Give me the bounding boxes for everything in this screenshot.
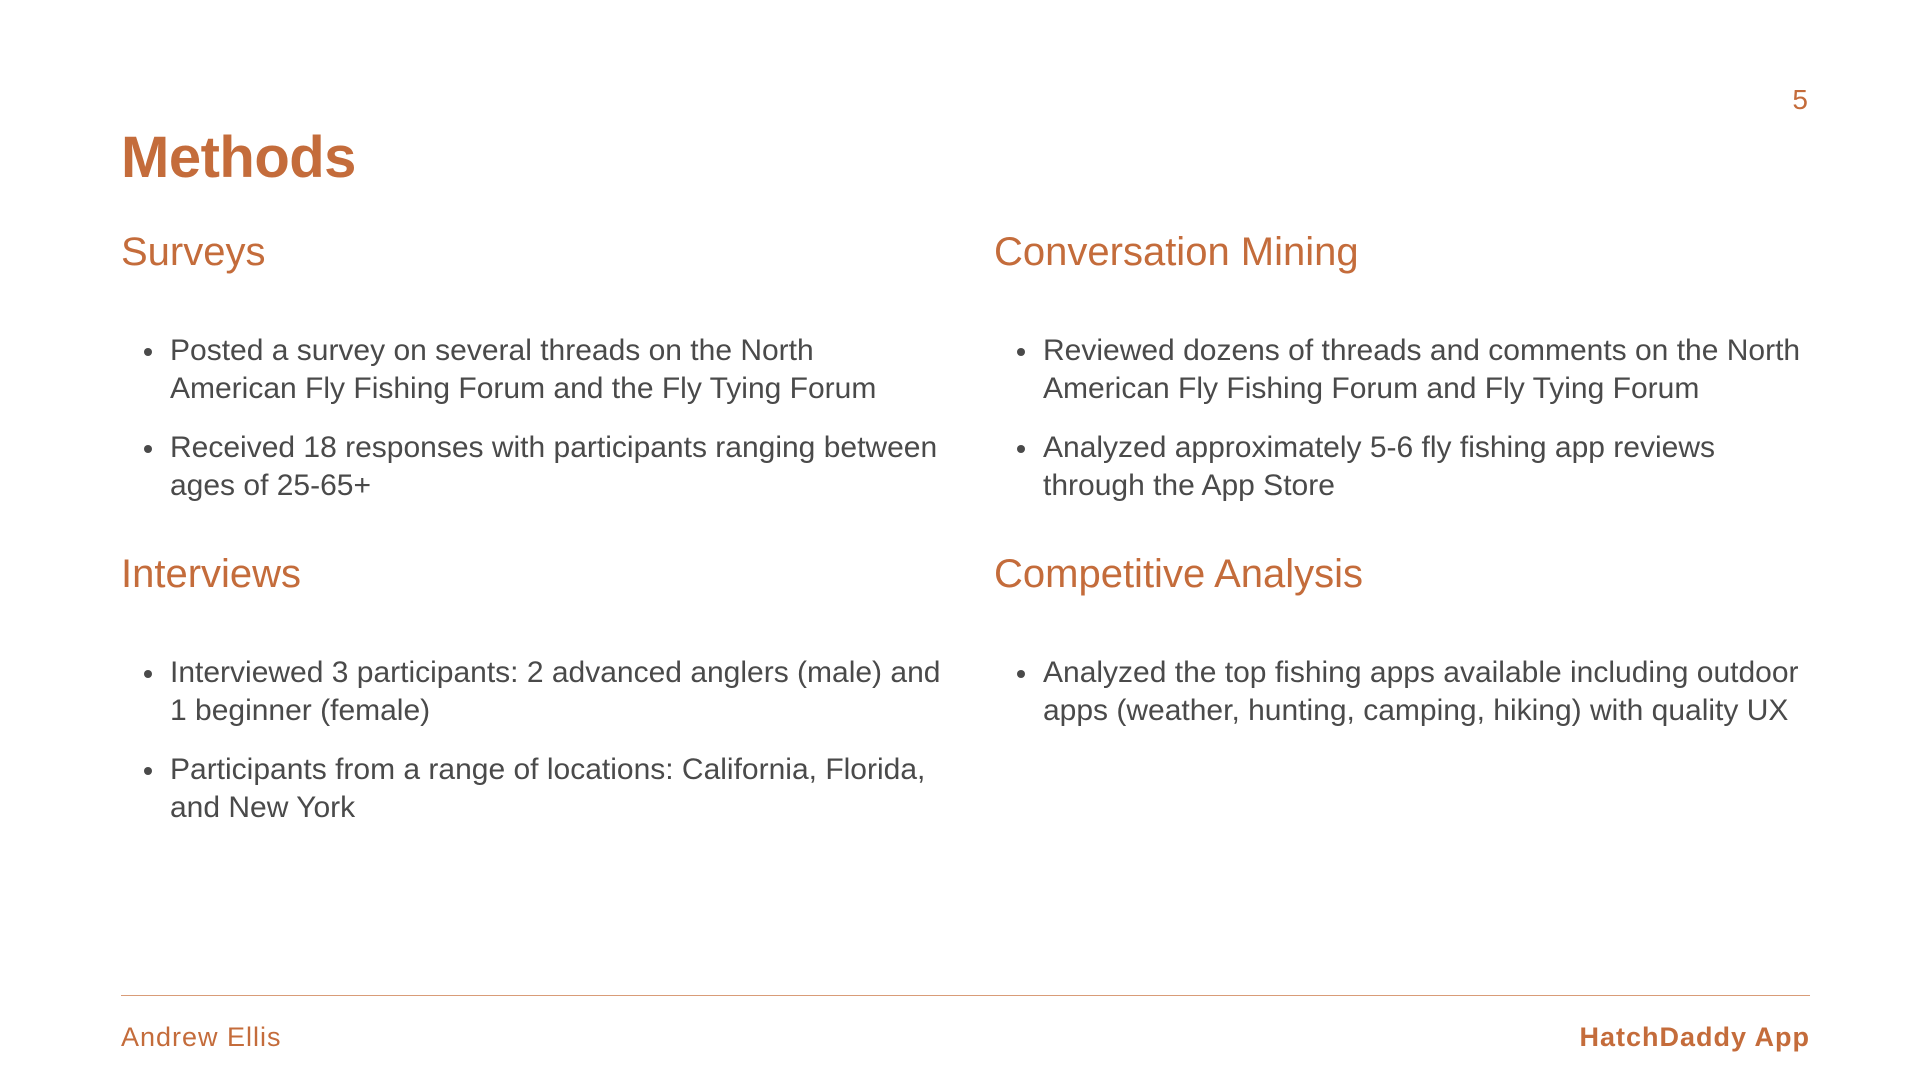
- footer-divider: [121, 995, 1810, 996]
- section-heading-interviews: Interviews: [121, 552, 302, 596]
- bullet-item: Analyzed approximately 5-6 fly fishing app reviews through the App Store: [1043, 429, 1814, 505]
- footer-app-name: HatchDaddy App: [1579, 1022, 1810, 1052]
- section-heading-conversation-mining: Conversation Mining: [994, 230, 1359, 274]
- bullet-list-competitive-analysis: [994, 654, 1814, 730]
- footer-author: Andrew Ellis: [121, 1022, 282, 1052]
- page-number: 5: [1792, 84, 1808, 115]
- section-heading-competitive-analysis: Competitive Analysis: [994, 552, 1364, 596]
- section-conversation-mining: [994, 228, 1814, 526]
- section-interviews: [121, 550, 941, 848]
- bullet-list-surveys: [121, 332, 941, 505]
- bullet-item: Participants from a range of locations: California, Florida, and New York: [170, 751, 941, 827]
- section-surveys: [121, 228, 941, 526]
- bullet-list-conversation-mining: [994, 332, 1814, 505]
- bullet-item: Interviewed 3 participants: 2 advanced anglers (male) and 1 beginner (female): [170, 654, 941, 730]
- bullet-list-interviews: [121, 654, 941, 827]
- bullet-item: Posted a survey on several threads on the North American Fly Fishing Forum and the Fly Tying Forum: [170, 332, 941, 408]
- section-competitive-analysis: [994, 550, 1814, 751]
- bullet-item: Reviewed dozens of threads and comments on the North American Fly Fishing Forum and Fly Tying Forum: [1043, 332, 1814, 408]
- bullet-item: Received 18 responses with participants ranging between ages of 25-65+: [170, 429, 941, 505]
- slide-title: Methods: [121, 125, 356, 190]
- bullet-item: Analyzed the top fishing apps available including outdoor apps (weather, hunting, camping, hiking) with quality UX: [1043, 654, 1814, 730]
- section-heading-surveys: Surveys: [121, 230, 266, 274]
